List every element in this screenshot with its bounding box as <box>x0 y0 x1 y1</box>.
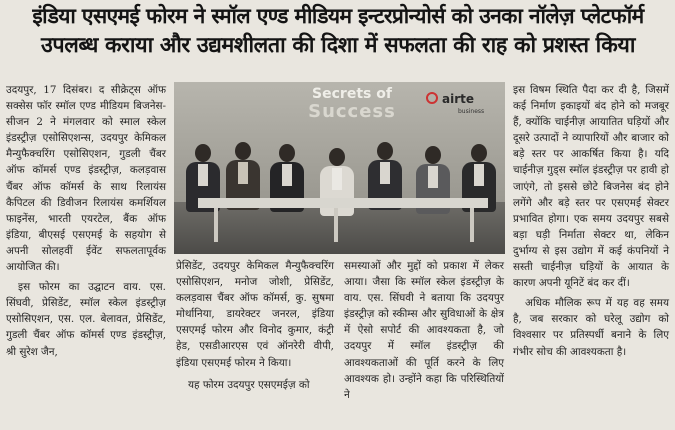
airtel-logo-icon <box>426 92 438 104</box>
paragraph: उदयपुर, 17 दिसंबर। द सीक्रेट्स ऑफ सक्सेस फॉर स्मॉल एण्ड मीडियम बिजनेस- सीजन 2 ने मंगलवार को स्माल स्केल इंडस्ट्रीज़ एसोसिएशन्स, उदयपुर केमिकल मैन्युफैक्चरिंग एसोसिएशन, गुडली चैंबर ऑफ कॉमर्स एण्ड इंडस्ट्रीज़, कलड़वास चैंबर ऑफ कॉमर्स के साथ रिलायंस कैपिटल की डिवीजन रिलायंस कमर्शियल फाइनेंस, भारती एयरटेल, बैंक ऑफ इंडिया, बीएसई एसएमई के सहयोग से अपनी सोलहवीं ईवेंट सफलतापूर्वक आयोजित की। <box>6 84 166 274</box>
event-banner <box>302 86 402 126</box>
article-column-4 <box>513 82 669 360</box>
headline <box>8 4 668 58</box>
paragraph: इस फोरम का उद्घाटन वाय. एस. सिंघवी, प्रेसिडेंट, स्मॉल स्केल इंडस्ट्रीज़ एसोसिएशन, एस. एल. बेलावत, प्रेसिडेंट, गुडली चैंबर ऑफ कॉमर्स एण्ड इंडस्ट्रीज़, श्री सुरेश जैन, <box>6 281 166 358</box>
sponsor-logo-subtext: business <box>458 108 485 115</box>
sponsor-logo-text: airte <box>442 92 475 106</box>
headline-line-1: इंडिया एसएमई फोरम ने स्मॉल एण्ड मीडियम इन्टरप्रोन्योर्स को उनका नॉलेज़ प्लेटफॉर्म <box>32 4 644 28</box>
paragraph: इस विषम स्थिति पैदा कर दी है, जिसमें कई निर्माण इकाइयों बंद होने को मजबूर हैं, क्योंकि चाईनीज़ आयातित घड़ियों और दूसरे उत्पादों ने व्यापारियों और बाजार को बड़े स्तर पर आकर्षित किया है। यदि चाईनीज़ गुड्स स्मॉल इंडस्ट्रीज़ पर हावी हो जाएंगे, तो इससे छोटे बिजनेस बंद होने लगेंगे और बड़े स्तर पर एसएमई सेक्टर प्रभावित होगा। एक समय उदयपुर सबसे बड़ा घड़ी निर्माता सेक्टर था, लेकिन दुर्भाग्य से इस उद्योग में कई कंपनियों ने सस्ती चाईनीज़ घड़ियों के आयात के कारण अपनी यूनिटें बंद कर दीं। <box>513 84 669 290</box>
table-leg <box>334 208 338 242</box>
article-column-2 <box>176 258 334 393</box>
paragraph: प्रेसिडेंट, उदयपुर केमिकल मैन्युफैक्चरिंग एसोसिएशन, मनोज जोशी, प्रेसिडेंट, कलड़वास चैंबर ऑफ कॉमर्स, कु. सुषमा मोर्थानिया, डायरेक्टर जनरल, इंडिया एसएमई फोरम और विनोद कुमार, कंट्री हेड, एसडीआरएस एवं ऑनरेरी वीपी, इंडिया एसएमई फोरम ने किया। <box>176 260 334 369</box>
event-photo <box>174 82 505 254</box>
paragraph: यह फोरम उदयपुर एसएमईज़ को <box>188 378 310 391</box>
article-column-3 <box>344 258 504 403</box>
table-leg <box>470 208 474 242</box>
table-leg <box>214 208 218 242</box>
paragraph: समस्याओं और मुद्दों को प्रकाश में लेकर आया। जैसा कि स्मॉल स्केल इंडस्ट्रीज़ के वाय. एस. सिंघवी ने बताया कि उदयपुर इंडस्ट्रीज़ को स्कीम्स और सुविधाओं के क्षेत्र में ऐसो सपोर्ट की आवश्यकता है, जो उदयपुर में स्मॉल इंडस्ट्रीज़ की आवश्यकताओं की पूर्ति करने के लिए आवश्यक हो। उन्होंने कहा कि परिस्थितियों ने <box>344 260 504 401</box>
headline-line-2: उपलब्ध कराया और उद्यमशीलता की दिशा में सफलता की राह को प्रशस्त किया <box>41 32 635 58</box>
panel-table <box>198 198 488 208</box>
banner-line-2: Success <box>308 101 396 122</box>
banner-line-1: Secrets of <box>312 86 392 102</box>
paragraph: अधिक मौलिक रूप में यह वह समय है, जब सरकार को घरेलू उद्योग को विश्वसार पर प्रतिस्पर्धी बनाने के लिए गंभीर सोच की आवश्यकता है। <box>513 297 669 358</box>
article-column-1 <box>6 82 166 360</box>
